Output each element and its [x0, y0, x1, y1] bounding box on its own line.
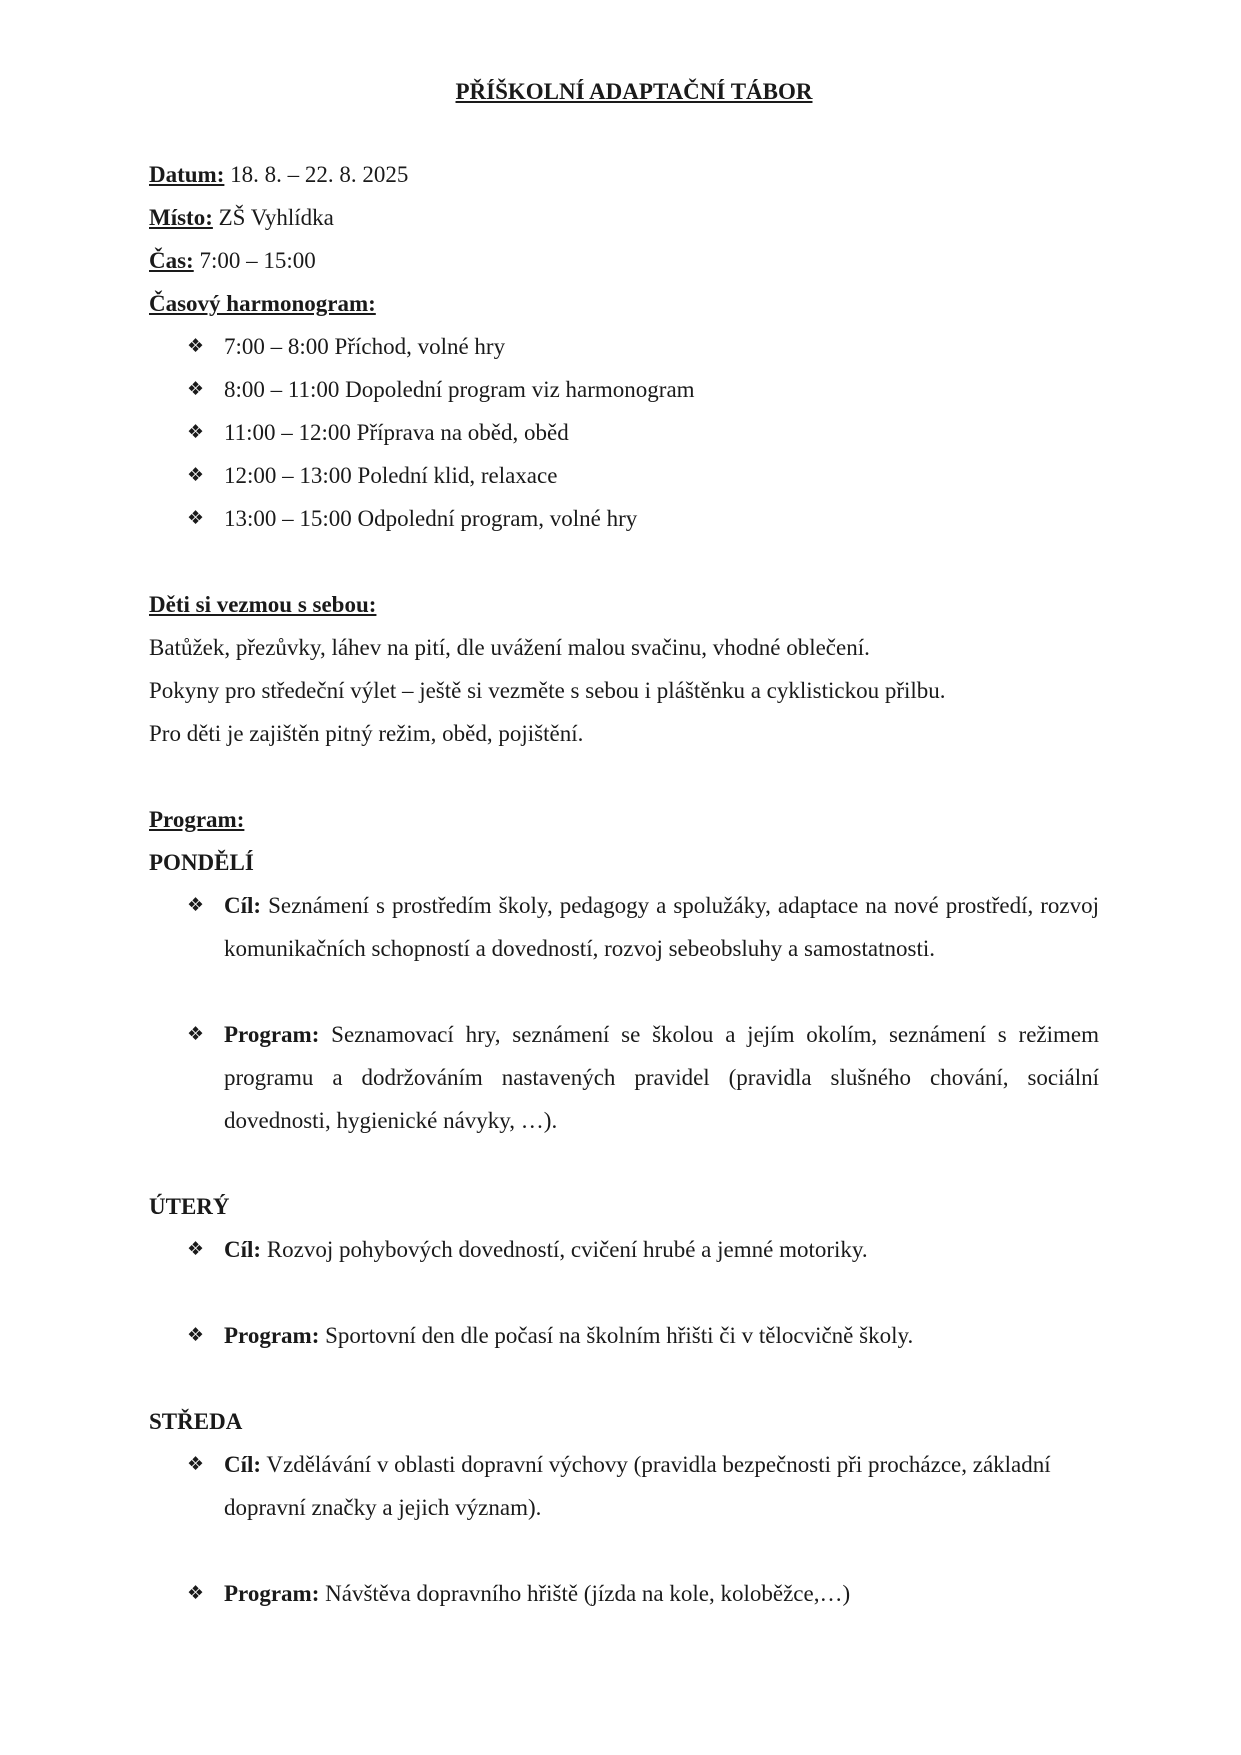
goal-item	[149, 1443, 1099, 1529]
diamond-bullet-icon: ❖	[187, 378, 205, 400]
diamond-bullet-icon: ❖	[187, 1324, 205, 1346]
day-heading-tuesday: ÚTERÝ	[149, 1194, 230, 1219]
program-item	[149, 1314, 1099, 1357]
bring-heading-line	[149, 583, 1099, 626]
program-label: Program:	[224, 1323, 320, 1348]
diamond-bullet-icon: ❖	[187, 894, 205, 916]
spacer	[149, 540, 1099, 583]
program-text: Sportovní den dle počasí na školním hřišti či v tělocvičně školy.	[319, 1323, 914, 1348]
bring-heading: Děti si vezmou s sebou:	[149, 592, 377, 617]
diamond-bullet-icon: ❖	[187, 464, 205, 486]
day-heading-monday: PONDĚLÍ	[149, 850, 254, 875]
goal-text: Seznámení s prostředím školy, pedagogy a spolužáky, adaptace na nové prostředí, rozvoj komunikačních schopností a dovedností, rozvoj sebeobsluhy a samostatnosti.	[224, 893, 1099, 961]
program-item	[149, 1572, 1099, 1615]
day-list-monday	[149, 884, 1099, 1142]
schedule-item	[149, 325, 1099, 368]
program-heading-line	[149, 798, 1099, 841]
document-title: PŘÍŠKOLNÍ ADAPTAČNÍ TÁBOR	[455, 79, 813, 104]
date-label: Datum:	[149, 162, 225, 187]
place-label: Místo:	[149, 205, 213, 230]
schedule-heading-line	[149, 282, 1099, 325]
schedule-item	[149, 454, 1099, 497]
schedule-list	[149, 325, 1099, 540]
bring-line: Pokyny pro středeční výlet – ještě si vezměte s sebou i pláštěnku a cyklistickou přilbu.	[149, 678, 946, 703]
schedule-item-text: 12:00 – 13:00 Polední klid, relaxace	[224, 463, 558, 488]
place-value: ZŠ Vyhlídka	[212, 205, 334, 230]
diamond-bullet-icon: ❖	[187, 1238, 205, 1260]
schedule-item-text: 11:00 – 12:00 Příprava na oběd, oběd	[224, 420, 569, 445]
goal-label: Cíl:	[224, 893, 262, 918]
document-page	[149, 70, 1099, 1615]
spacer	[149, 1142, 1099, 1185]
schedule-item	[149, 497, 1099, 540]
diamond-bullet-icon: ❖	[187, 1453, 205, 1475]
program-heading: Program:	[149, 807, 245, 832]
program-label: Program:	[224, 1022, 320, 1047]
program-text: Návštěva dopravního hřiště (jízda na kole, koloběžce,…)	[319, 1581, 851, 1606]
spacer	[149, 1271, 1099, 1314]
program-label: Program:	[224, 1581, 320, 1606]
spacer	[149, 755, 1099, 798]
program-text: Seznamovací hry, seznámení se školou a jejím okolím, seznámení s režimem programu a dodržováním nastavených pravidel (pravidla slušného chování, sociální dovednosti, hygienické návyky, …).	[224, 1022, 1099, 1133]
program-item	[149, 1013, 1099, 1142]
diamond-bullet-icon: ❖	[187, 1582, 205, 1604]
day-heading-wednesday: STŘEDA	[149, 1409, 243, 1434]
diamond-bullet-icon: ❖	[187, 335, 205, 357]
goal-item	[149, 884, 1099, 970]
schedule-item	[149, 368, 1099, 411]
schedule-heading: Časový harmonogram:	[149, 291, 376, 316]
time-value: 7:00 – 15:00	[193, 248, 316, 273]
spacer	[149, 970, 1099, 1013]
date-value: 18. 8. – 22. 8. 2025	[224, 162, 409, 187]
time-line	[149, 239, 1099, 282]
place-line	[149, 196, 1099, 239]
goal-item	[149, 1228, 1099, 1271]
diamond-bullet-icon: ❖	[187, 1023, 205, 1045]
time-label: Čas:	[149, 248, 194, 273]
goal-label: Cíl:	[224, 1452, 262, 1477]
day-list-wednesday	[149, 1443, 1099, 1615]
schedule-item-text: 7:00 – 8:00 Příchod, volné hry	[224, 334, 506, 359]
spacer	[149, 1529, 1099, 1572]
schedule-item-text: 8:00 – 11:00 Dopolední program viz harmonogram	[224, 377, 695, 402]
diamond-bullet-icon: ❖	[187, 507, 205, 529]
spacer	[149, 1357, 1099, 1400]
bring-line: Pro děti je zajištěn pitný režim, oběd, pojištění.	[149, 721, 584, 746]
goal-text: Vzdělávání v oblasti dopravní výchovy (pravidla bezpečnosti při procházce, základní dopravní značky a jejich význam).	[224, 1452, 1051, 1520]
date-line	[149, 153, 1099, 196]
day-list-tuesday	[149, 1228, 1099, 1357]
goal-text: Rozvoj pohybových dovedností, cvičení hrubé a jemné motoriky.	[261, 1237, 868, 1262]
schedule-item-text: 13:00 – 15:00 Odpolední program, volné hry	[224, 506, 638, 531]
schedule-item	[149, 411, 1099, 454]
goal-label: Cíl:	[224, 1237, 262, 1262]
bring-line: Batůžek, přezůvky, láhev na pití, dle uvážení malou svačinu, vhodné oblečení.	[149, 635, 870, 660]
diamond-bullet-icon: ❖	[187, 421, 205, 443]
